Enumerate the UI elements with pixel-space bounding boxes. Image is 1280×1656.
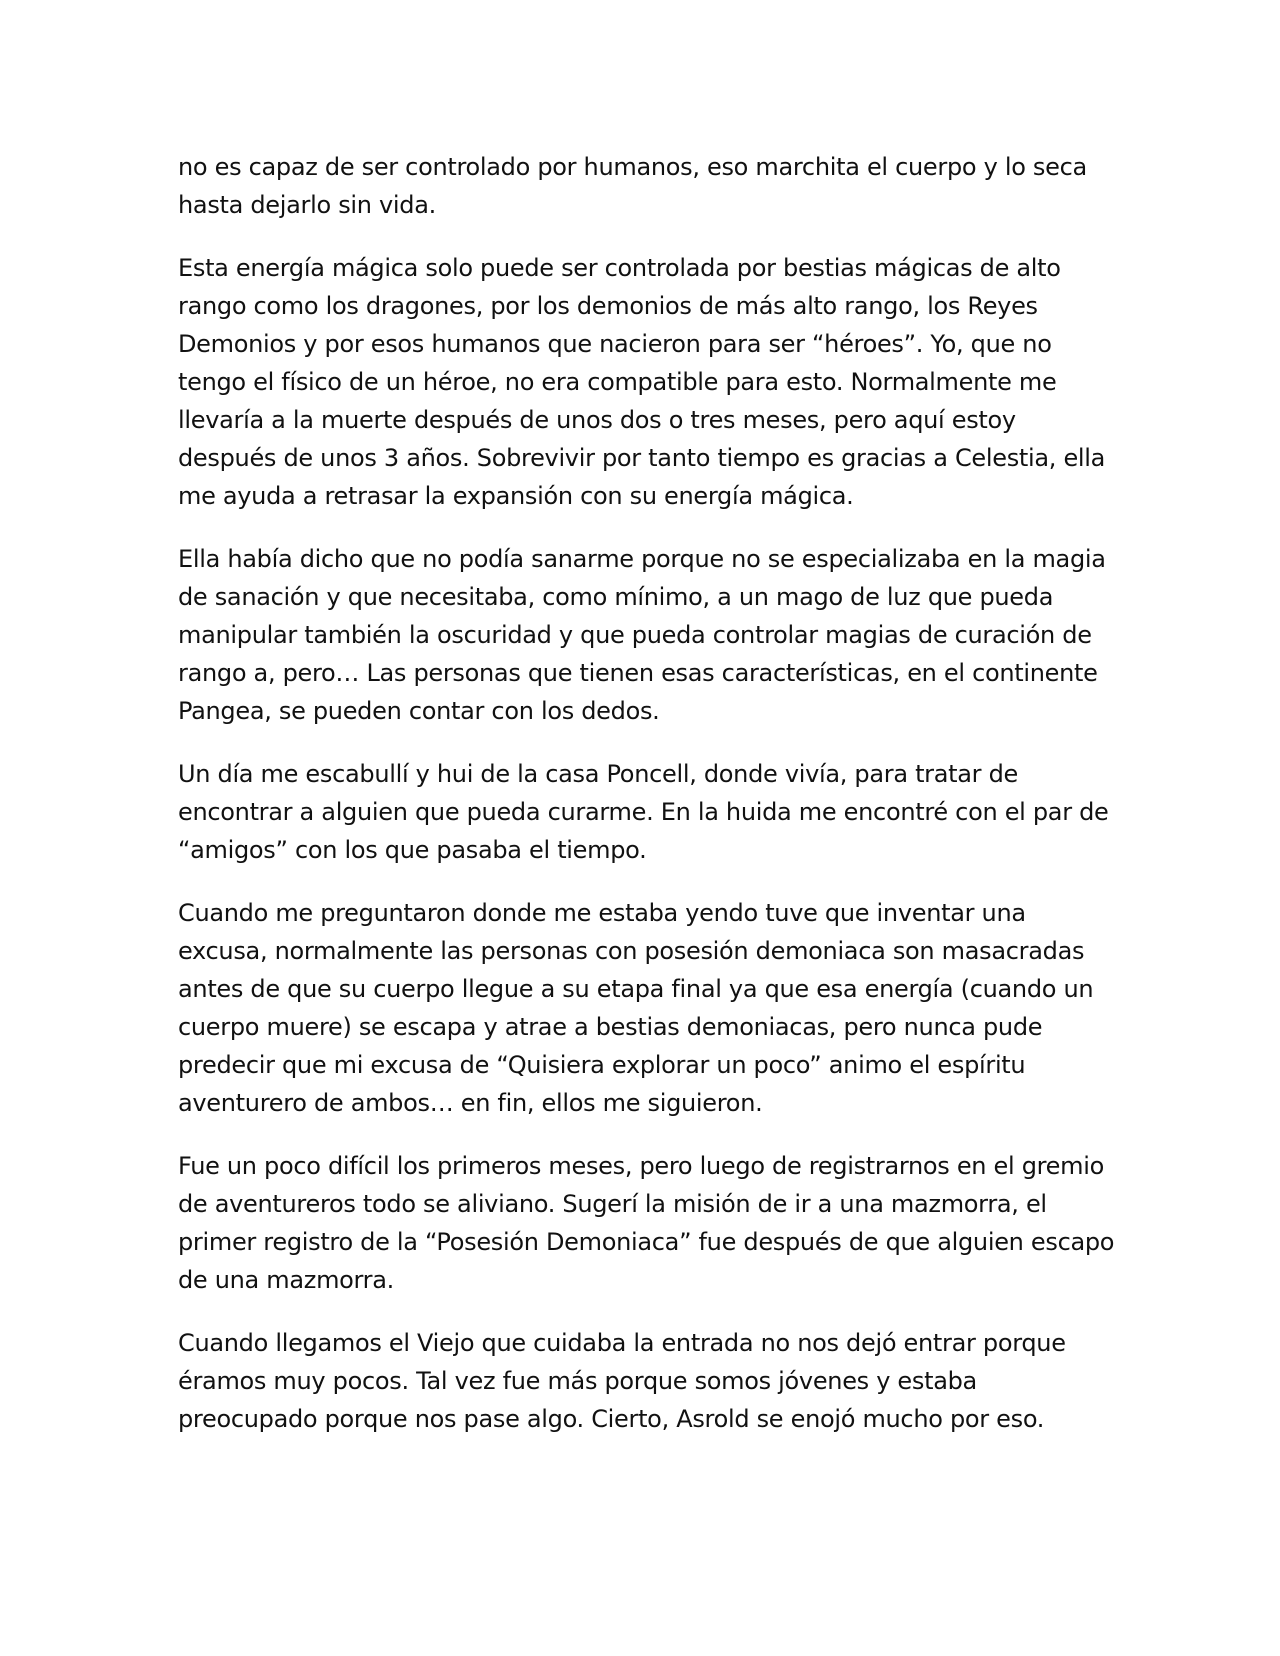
document-page bbox=[178, 148, 1116, 1463]
paragraph: Esta energía mágica solo puede ser controlada por bestias mágicas de alto rango como los dragones, por los demonios de más alto rango, los Reyes Demonios y por esos humanos que nacieron para ser “héroes”. Yo, que no tengo el físico de un héroe, no era compatible para esto. Normalmente me llevaría a la muerte después de unos dos o tres meses, pero aquí estoy después de unos 3 años. Sobrevivir por tanto tiempo es gracias a Celestia, ella me ayuda a retrasar la expansión con su energía mágica. bbox=[178, 254, 1106, 510]
paragraph: Fue un poco difícil los primeros meses, pero luego de registrarnos en el gremio de aventureros todo se aliviano. Sugerí la misión de ir a una mazmorra, el primer registro de la “Posesión Demoniaca” fue después de que alguien escapo de una mazmorra. bbox=[178, 1152, 1115, 1294]
paragraph: Ella había dicho que no podía sanarme porque no se especializaba en la magia de sanación y que necesitaba, como mínimo, a un mago de luz que pueda manipular también la oscuridad y que pueda controlar magias de curación de rango a, pero… Las personas que tienen esas características, en el continente Pangea, se pueden contar con los dedos. bbox=[178, 545, 1106, 725]
paragraph: Un día me escabullí y hui de la casa Poncell, donde vivía, para tratar de encontrar a alguien que pueda curarme. En la huida me encontré con el par de “amigos” con los que pasaba el tiempo. bbox=[178, 760, 1109, 864]
paragraph: Cuando llegamos el Viejo que cuidaba la entrada no nos dejó entrar porque éramos muy pocos. Tal vez fue más porque somos jóvenes y estaba preocupado porque nos pase algo. Cierto, Asrold se enojó mucho por eso. bbox=[178, 1329, 1066, 1433]
paragraph: no es capaz de ser controlado por humanos, eso marchita el cuerpo y lo seca hasta dejarlo sin vida. bbox=[178, 153, 1087, 219]
paragraph: Cuando me preguntaron donde me estaba yendo tuve que inventar una excusa, normalmente las personas con posesión demoniaca son masacradas antes de que su cuerpo llegue a su etapa final ya que esa energía (cuando un cuerpo muere) se escapa y atrae a bestias demoniacas, pero nunca pude predecir que mi excusa de “Quisiera explorar un poco” animo el espíritu aventurero de ambos… en fin, ellos me siguieron. bbox=[178, 899, 1094, 1117]
